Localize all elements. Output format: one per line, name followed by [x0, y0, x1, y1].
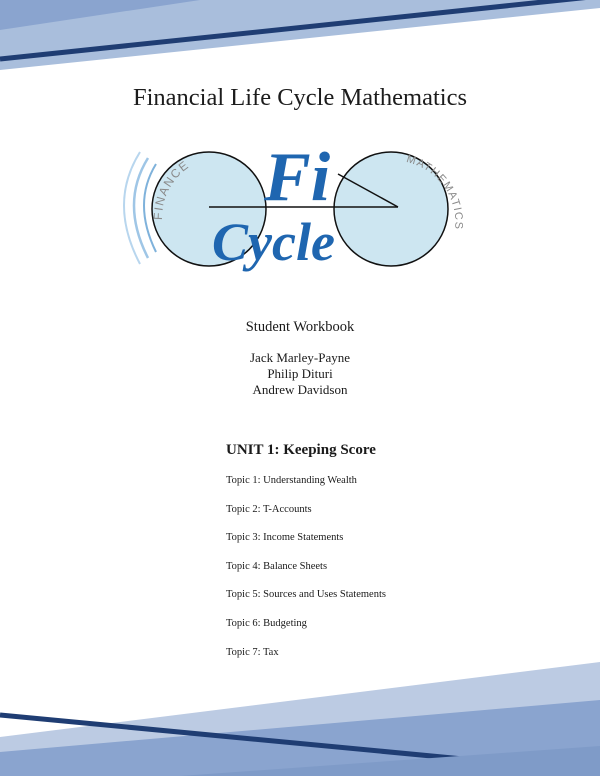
topic-item: Topic 2: T-Accounts [226, 503, 312, 515]
author-name: Andrew Davidson [252, 382, 348, 397]
mathematics-arc-text: MATHEMATICS [405, 153, 465, 231]
topic-item: Topic 4: Balance Sheets [226, 560, 328, 572]
document-subtitle: Student Workbook [245, 319, 355, 335]
topic-list [226, 473, 386, 673]
finance-arc-text: FINANCE [150, 157, 192, 221]
topic-item: Topic 1: Understanding Wealth [226, 475, 357, 486]
document-title: Financial Life Cycle Mathematics [132, 84, 468, 111]
topic-item: Topic 3: Income Statements [226, 532, 344, 544]
topic-item: Topic 6: Budgeting [226, 617, 307, 629]
logo-cycle-text: Cycle [212, 212, 335, 272]
author-list [0, 350, 600, 398]
fi-cycle-logo [120, 128, 480, 278]
topic-item: Topic 5: Sources and Uses Statements [226, 589, 386, 601]
topic-item: Topic 7: Tax [226, 646, 279, 658]
logo-fi-text: Fi [264, 139, 331, 216]
author-name: Jack Marley-Payne [250, 350, 350, 365]
unit-title: UNIT 1: Keeping Score [226, 442, 376, 458]
author-name: Philip Dituri [267, 366, 333, 381]
